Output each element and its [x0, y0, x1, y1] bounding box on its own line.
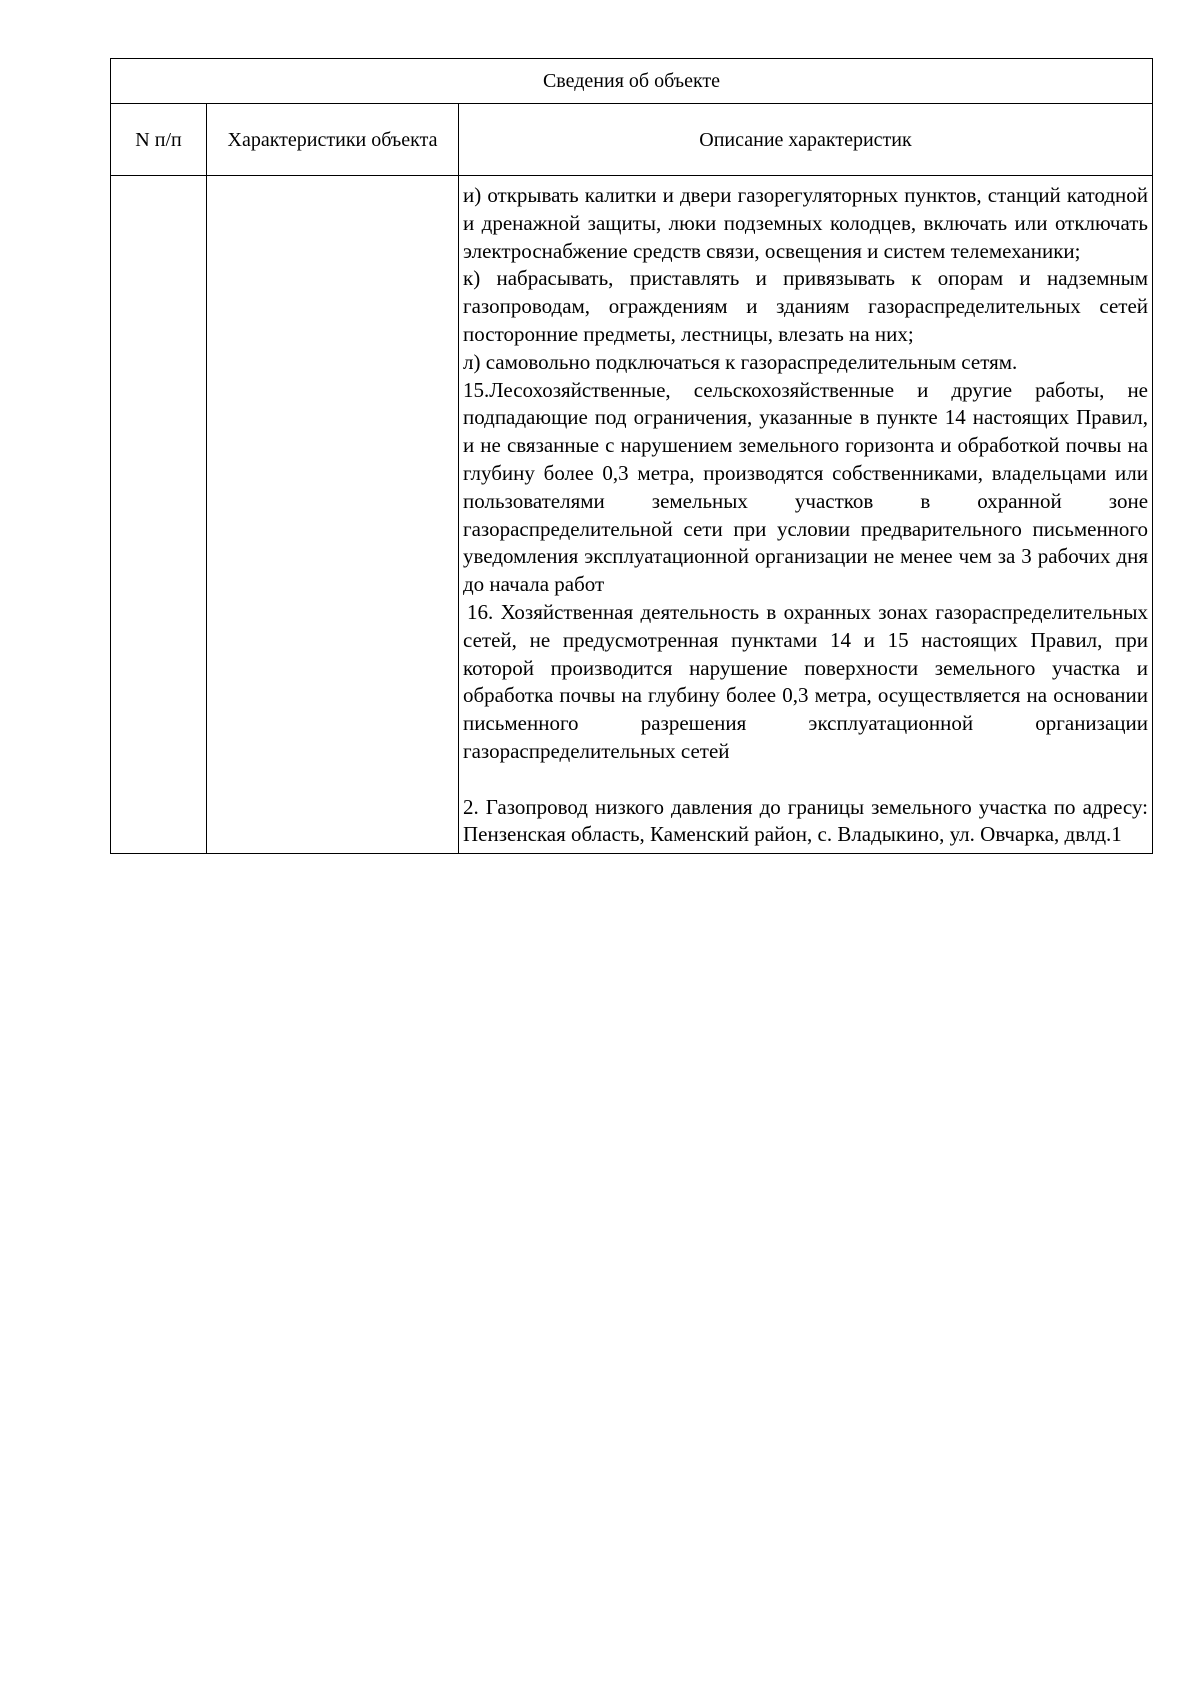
cell-description — [459, 176, 1153, 854]
description-paragraph-15: 15.Лесохозяйственные, сельскохозяйственные и другие работы, не подпадающие под ограничения, указанные в пункте 14 настоящих Правил, и не связанные с нарушением земельного горизонта и обработкой почвы на глубину более 0,3 метра, производятся собственниками, владельцами или пользователями земельных участков в охранной зоне газораспределительной сети при условии предварительного письменного уведомления эксплуатационной организации не менее чем за 3 рабочих дня до начала работ — [463, 377, 1149, 597]
table-header-row — [111, 104, 1153, 176]
description-paragraph-16: 16. Хозяйственная деятельность в охранных зонах газораспределительных сетей, не предусмотренная пунктами 14 и 15 настоящих Правил, при которой производится нарушение поверхности земельного участка и обработка почвы на глубину более 0,3 метра, осуществляется на основании письменного разрешения эксплуатационной организации газораспределительных сетей — [463, 599, 1149, 763]
cell-characteristics-empty — [207, 176, 459, 854]
header-characteristics: Характеристики объекта — [207, 104, 459, 176]
table-title-row — [111, 59, 1153, 104]
table-row — [111, 176, 1153, 854]
cell-number-empty — [111, 176, 207, 854]
description-paragraph-k: к) набрасывать, приставлять и привязывать к опорам и надземным газопроводам, ограждениям и зданиям газораспределительных сетей посторонние предметы, лестницы, влезать на них; — [463, 266, 1149, 346]
description-paragraph-i: и) открывать калитки и двери газорегуляторных пунктов, станций катодной и дренажной защиты, люки подземных колодцев, включать или отключать электроснабжение средств связи, освещения и систем телемеханики; — [463, 183, 1149, 263]
table-title: Сведения об объекте — [111, 59, 1153, 104]
header-number: N п/п — [111, 104, 207, 176]
object-info-table — [110, 58, 1153, 854]
description-paragraph-l: л) самовольно подключаться к газораспределительным сетям. — [463, 349, 1018, 374]
header-description: Описание характеристик — [459, 104, 1153, 176]
paragraph-spacer — [463, 766, 1148, 794]
description-paragraph-gas-pipeline: 2. Газопровод низкого давления до границы земельного участка по адресу: Пензенская область, Каменский район, с. Владыкино, ул. Овчарка, двлд.1 — [463, 794, 1149, 847]
